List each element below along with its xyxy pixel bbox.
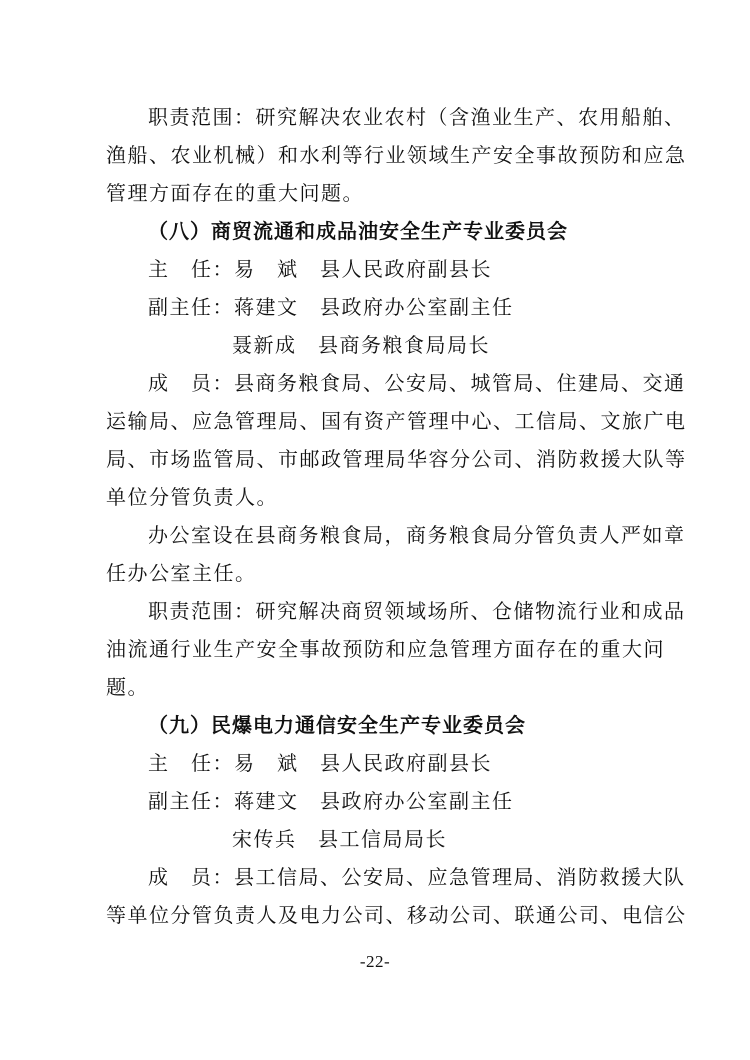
office-line: 办公室设在县商务粮食局，商务粮食局分管负责人严如章: [148, 523, 686, 547]
paragraph-line: 渔船、农业机械）和水利等行业领域生产安全事故预防和应急: [106, 143, 687, 167]
members-line: 成 员：县商务粮食局、公安局、城管局、住建局、交通: [148, 371, 686, 395]
section-heading-9: （九）民爆电力通信安全生产专业委员会: [148, 713, 526, 737]
paragraph-line: 管理方面存在的重大问题。: [106, 181, 364, 205]
paragraph-line: 运输局、应急管理局、国有资产管理中心、工信局、文旅广电: [106, 409, 687, 433]
deputy-director-line: 副主任：蒋建文 县政府办公室副主任: [148, 789, 514, 813]
paragraph-line: 任办公室主任。: [106, 561, 257, 585]
deputy-director-line: 宋传兵 县工信局局长: [232, 827, 447, 851]
members-line: 成 员：县工信局、公安局、应急管理局、消防救援大队: [148, 865, 686, 889]
deputy-director-line: 聂新成 县商务粮食局局长: [232, 333, 490, 357]
responsibility-line: 职责范围：研究解决商贸领域场所、仓储物流行业和成品: [148, 599, 686, 623]
paragraph-line: 等单位分管负责人及电力公司、移动公司、联通公司、电信公: [106, 903, 687, 927]
director-line: 主 任：易 斌 县人民政府副县长: [148, 257, 492, 281]
paragraph-line: 职责范围：研究解决农业农村（含渔业生产、农用船舶、: [148, 105, 686, 129]
section-heading-8: （八）商贸流通和成品油安全生产专业委员会: [148, 219, 568, 243]
paragraph-line: 油流通行业生产安全事故预防和应急管理方面存在的重大问: [106, 637, 665, 661]
page-number: -22-: [359, 952, 391, 971]
deputy-director-line: 副主任：蒋建文 县政府办公室副主任: [148, 295, 514, 319]
paragraph-line: 单位分管负责人。: [106, 485, 278, 509]
paragraph-line: 局、市场监管局、市邮政管理局华容分公司、消防救援大队等: [106, 447, 687, 471]
director-line: 主 任：易 斌 县人民政府副县长: [148, 751, 492, 775]
paragraph-line: 题。: [106, 675, 149, 699]
